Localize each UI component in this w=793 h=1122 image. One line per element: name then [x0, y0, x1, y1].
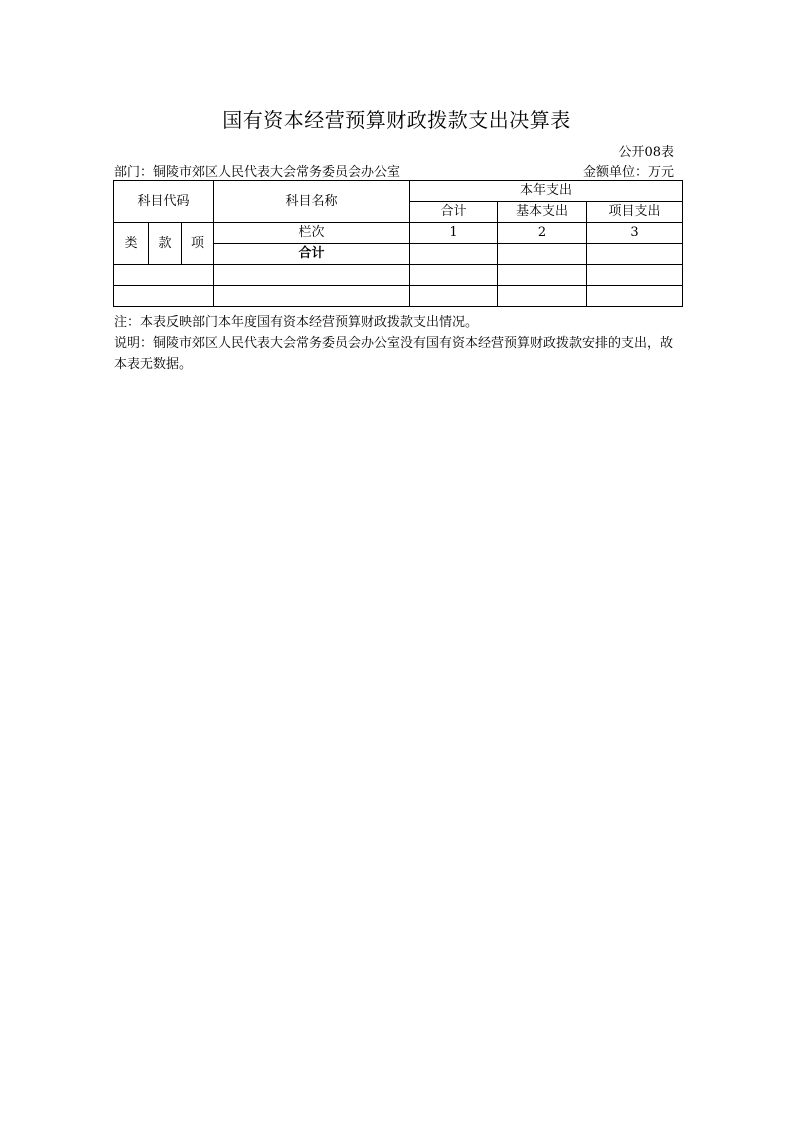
amount-unit-label: 金额单位：万元 [582, 165, 674, 180]
table-header-row [114, 181, 683, 202]
header-section: 款 [149, 223, 182, 265]
row-name [214, 286, 410, 307]
expense-table [113, 180, 683, 307]
row-name [214, 265, 410, 286]
header-subject-code: 科目代码 [114, 181, 214, 223]
column-index-2: 2 [498, 223, 587, 244]
header-subject-name: 科目名称 [214, 181, 410, 223]
row-code [114, 265, 214, 286]
header-item: 项 [182, 223, 214, 265]
table-row [114, 286, 683, 307]
header-project-expense: 项目支出 [587, 202, 683, 223]
row-total [410, 265, 498, 286]
row-basic [498, 265, 587, 286]
header-current-year-expense: 本年支出 [410, 181, 683, 202]
total-row-label: 合计 [214, 244, 410, 265]
total-row-basic [498, 244, 587, 265]
row-code [114, 286, 214, 307]
row-basic [498, 286, 587, 307]
column-index-row [114, 223, 683, 244]
row-project [587, 265, 683, 286]
document-title: 国有资本经营预算财政拨款支出决算表 [222, 108, 571, 132]
table-explanation: 说明：铜陵市郊区人民代表大会常务委员会办公室没有国有资本经营预算财政拨款安排的支出，故本表无数据。 [114, 336, 674, 372]
total-row-total [410, 244, 498, 265]
header-category: 类 [114, 223, 149, 265]
row-total [410, 286, 498, 307]
total-row-project [587, 244, 683, 265]
header-total: 合计 [410, 202, 498, 223]
department-label: 部门：铜陵市郊区人民代表大会常务委员会办公室 [114, 165, 401, 180]
form-code: 公开08表 [618, 145, 674, 160]
column-index-label: 栏次 [214, 223, 410, 244]
row-project [587, 286, 683, 307]
header-basic-expense: 基本支出 [498, 202, 587, 223]
notes-section [114, 312, 684, 375]
table-row [114, 265, 683, 286]
column-index-1: 1 [410, 223, 498, 244]
column-index-3: 3 [587, 223, 683, 244]
table-note: 注：本表反映部门本年度国有资本经营预算财政拨款支出情况。 [114, 315, 479, 330]
